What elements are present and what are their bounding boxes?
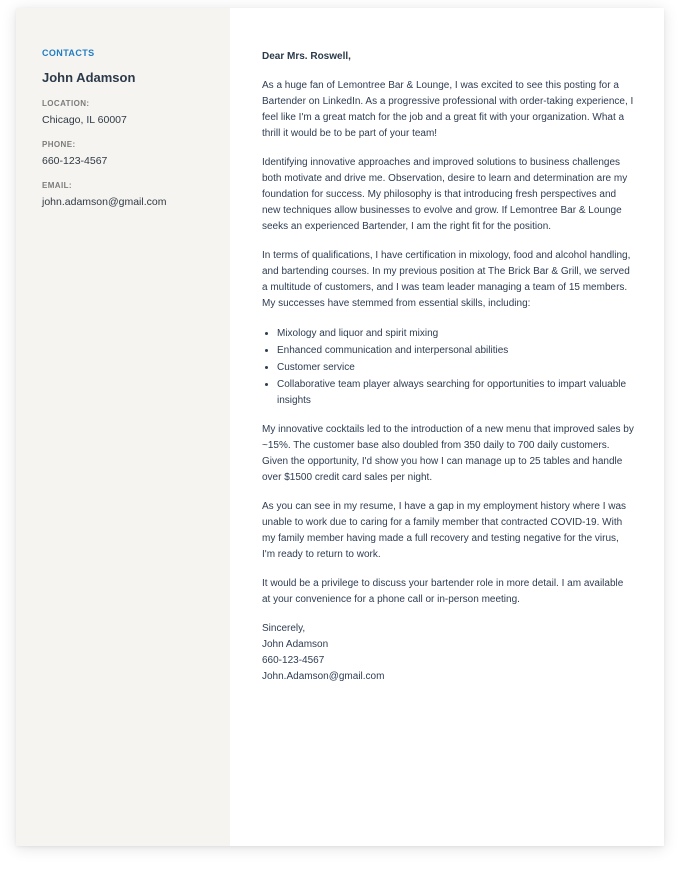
signoff-name: John Adamson xyxy=(262,639,329,650)
letter-paragraph: As a huge fan of Lemontree Bar & Lounge, I was excited to see this posting for a Bartender on LinkedIn. As a progressive professional with order-taking experience, I feel like I'm a great match for the job and a great fit with your organization. What a thrill it would be to be part of your team! xyxy=(262,80,634,139)
contacts-sidebar xyxy=(16,8,230,846)
signoff-email: John.Adamson@gmail.com xyxy=(262,671,385,682)
letter-paragraph: In terms of qualifications, I have certification in mixology, food and alcohol handling, and bartending courses. In my previous position at The Brick Bar & Grill, we served a multitude of customers, and I was team leader managing a team of 15 members. My successes have stemmed from essential skills, including: xyxy=(262,250,631,309)
letter-paragraph: My innovative cocktails led to the introduction of a new menu that improved sales by ~15%. The customer base also doubled from 350 daily to 700 daily customers. Given the opportunity, I'd show you how I can manage up to 25 tables and handle over $1500 credit card sales per night. xyxy=(262,424,634,483)
email-label: EMAIL: xyxy=(42,181,72,190)
letter-paragraph: Identifying innovative approaches and improved solutions to business challenges both motivate and drive me. Observation, desire to learn and determination are my foundation for success. My philosophy is that introducing fresh perspectives and new techniques allow businesses to evolve and grow. If Lemontree Bar & Lounge seeks an experienced Bartender, I am the right fit for the position. xyxy=(262,157,628,232)
phone-value: 660-123-4567 xyxy=(42,155,108,167)
signoff-phone: 660-123-4567 xyxy=(262,655,325,666)
skills-list xyxy=(262,325,634,409)
signoff-closing: Sincerely, xyxy=(262,623,306,634)
cover-letter-page xyxy=(16,8,664,846)
salutation: Dear Mrs. Roswell, xyxy=(262,51,351,62)
location-label: LOCATION: xyxy=(42,99,90,108)
applicant-name: John Adamson xyxy=(42,70,136,85)
location-value: Chicago, IL 60007 xyxy=(42,114,127,126)
letter-paragraph: As you can see in my resume, I have a gap in my employment history where I was unable to work due to caring for a family member that contracted COVID-19. With my family member having made a full recovery and testing negative for the virus, I'm ready to return to work. xyxy=(262,501,627,560)
phone-label: PHONE: xyxy=(42,140,76,149)
skills-list-item: • Enhanced communication and interpersonal abilities xyxy=(277,342,634,359)
skills-list-item: • Mixology and liquor and spirit mixing xyxy=(277,325,634,342)
skills-list-item: • Collaborative team player always searching for opportunities to impart valuable insights xyxy=(277,376,634,409)
signoff xyxy=(262,621,634,685)
letter-paragraph: It would be a privilege to discuss your bartender role in more detail. I am available at your convenience for a phone call or in-person meeting. xyxy=(262,578,624,605)
contacts-heading: CONTACTS xyxy=(42,48,95,58)
email-value: john.adamson@gmail.com xyxy=(42,196,167,208)
letter-body xyxy=(230,8,664,846)
skills-list-item: • Customer service xyxy=(277,359,634,376)
